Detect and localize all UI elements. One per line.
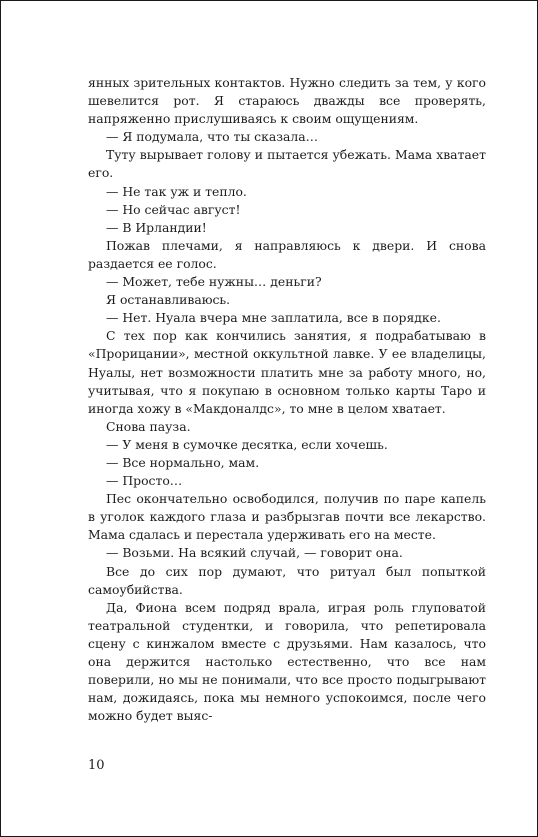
- paragraph: Я останавливаюсь.: [106, 292, 231, 308]
- paragraph: Пес окончательно освободился, получив по паре капель в уголок каждого глаза и разбрызгав почти все лекарство. Мама сдалась и перестала удерживать его на месте.: [88, 491, 486, 543]
- paragraph: — Может, тебе нужны… деньги?: [106, 274, 322, 290]
- paragraph: Все до сих пор думают, что ритуал был попыткой самоубийства.: [88, 563, 486, 597]
- page-number: 10: [88, 758, 105, 773]
- paragraph: — Нет. Нуала вчера мне заплатила, все в порядке.: [106, 310, 441, 326]
- paragraph: Да, Фиона всем подряд врала, играя роль глуповатой театральной студентки, и говорила, что репетировала сцену с кинжалом вместе с друзьями. Нам казалось, что она держится настолько естественно, что все нам поверили, но мы не понимали, что все просто подыгрывают нам, дожидаясь, пока мы немного успокоимся, после чего можно будет выяс-: [88, 599, 486, 724]
- body-text: [88, 74, 486, 725]
- paragraph: — У меня в сумочке десятка, если хочешь.: [106, 436, 388, 452]
- paragraph: Пожав плечами, я направляюсь к двери. И снова раздается ее голос.: [88, 237, 486, 271]
- paragraph: — В Ирландии!: [106, 219, 207, 235]
- paragraph: — Возьми. На всякий случай, — говорит она.: [106, 545, 403, 561]
- paragraph: — Все нормально, мам.: [106, 454, 260, 470]
- paragraph: янных зрительных контактов. Нужно следить за тем, у кого шевелится рот. Я стараюсь дважды все проверять, напряженно прислушиваясь к своим ощущениям.: [88, 75, 486, 127]
- paragraph: С тех пор как кончились занятия, я подрабатываю в «Прорицании», местной оккультной лавке. У ее владелицы, Нуалы, нет возможности платить мне за работу много, но, учитывая, что я покупаю в основном только карты Таро и иногда хожу в «Макдоналдс», то мне в целом хватает.: [88, 328, 486, 416]
- paragraph: — Я подумала, что ты сказала…: [106, 129, 319, 145]
- paragraph: — Но сейчас август!: [106, 201, 241, 217]
- paragraph: — Просто…: [106, 473, 183, 489]
- paragraph: — Не так уж и тепло.: [106, 183, 247, 199]
- paragraph: Туту вырывает голову и пытается убежать. Мама хватает его.: [88, 147, 486, 181]
- paragraph: Снова пауза.: [106, 418, 191, 434]
